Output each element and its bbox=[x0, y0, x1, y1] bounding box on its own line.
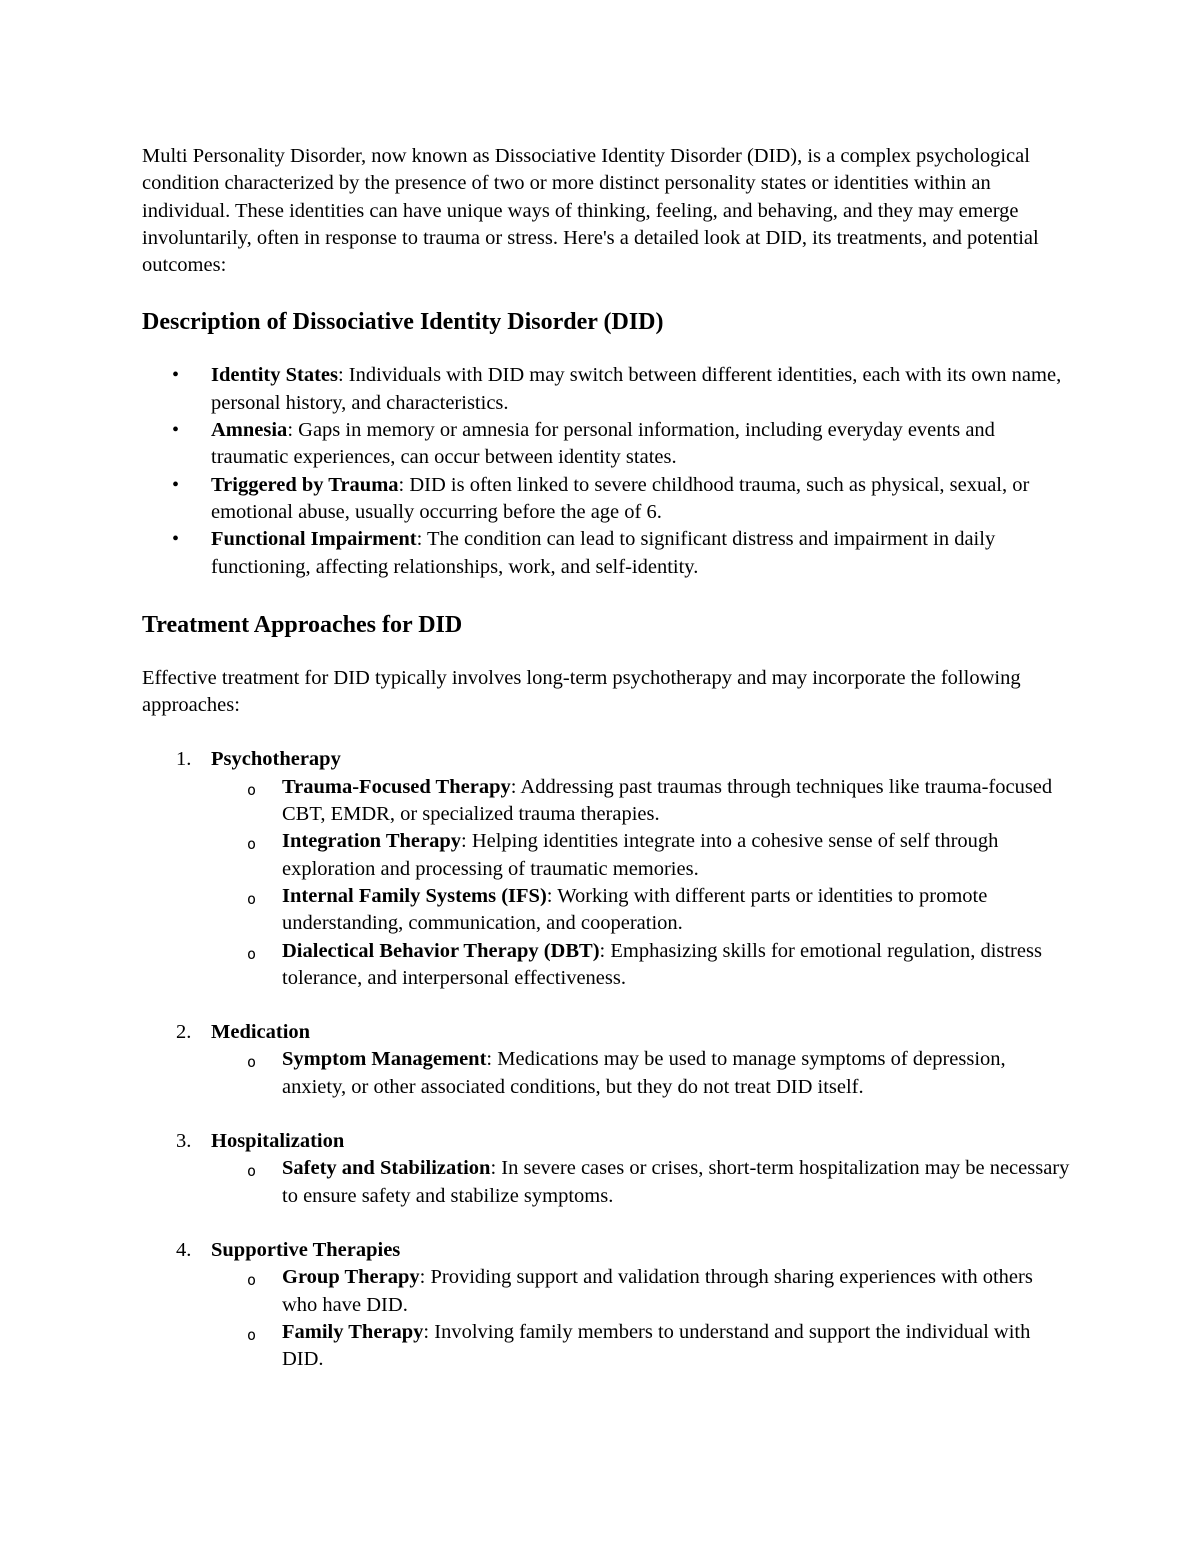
sub-text: : Providing support and validation through sharing experiences with others who have DID. bbox=[282, 1266, 1033, 1316]
list-item bbox=[142, 362, 1072, 417]
treatment-step bbox=[142, 1128, 1072, 1210]
sub-text: : Involving family members to understand and support the individual with DID. bbox=[282, 1320, 1031, 1371]
sub-item bbox=[211, 1155, 1072, 1210]
circle-bullet-icon: o bbox=[247, 1053, 257, 1072]
step-number: 3. bbox=[176, 1130, 192, 1153]
section-heading-treatment: Treatment Approaches for DID bbox=[142, 611, 463, 638]
sub-text: : Helping identities integrate into a cohesive sense of self through exploration and processing of traumatic memories. bbox=[282, 830, 999, 880]
step-title: Hospitalization bbox=[211, 1130, 345, 1153]
treatment-step bbox=[142, 1237, 1072, 1373]
circle-bullet-icon: o bbox=[247, 1162, 257, 1181]
circle-bullet-icon: o bbox=[247, 780, 257, 799]
sub-text: : Working with different parts or identities to promote understanding, communication, and cooperation. bbox=[282, 884, 988, 935]
sub-item bbox=[211, 883, 1072, 938]
step-title: Psychotherapy bbox=[211, 748, 341, 771]
bullet-icon: • bbox=[172, 473, 180, 496]
item-term: Identity States bbox=[211, 364, 338, 387]
treatment-step bbox=[142, 1019, 1072, 1101]
item-text: : Gaps in memory or amnesia for personal information, including everyday events and traumatic experiences, can occur between identity states. bbox=[211, 419, 995, 469]
intro-paragraph: Multi Personality Disorder, now known as Dissociative Identity Disorder (DID), is a complex psychological condition characterized by the presence of two or more distinct personality states or identities within an individual. These identities can have unique ways of thinking, feeling, and behaving, and they may emerge involuntarily, often in response to trauma or stress. Here's a detailed look at DID, its treatments, and potential outcomes: bbox=[142, 145, 1039, 277]
bullet-icon: • bbox=[172, 419, 180, 442]
sub-text: : In severe cases or crises, short-term hospitalization may be necessary to ensure safety and stabilize symptoms. bbox=[282, 1157, 1070, 1207]
step-sub-list bbox=[211, 1264, 1072, 1373]
step-number: 1. bbox=[176, 748, 192, 771]
circle-bullet-icon: o bbox=[247, 889, 257, 908]
treatment-step bbox=[142, 746, 1072, 992]
item-text: : The condition can lead to significant distress and impairment in daily functioning, affecting relationships, work, and self-identity. bbox=[211, 528, 996, 578]
bullet-icon: • bbox=[172, 364, 180, 387]
step-number: 2. bbox=[176, 1021, 192, 1044]
sub-item bbox=[211, 938, 1072, 993]
step-sub-list bbox=[211, 774, 1072, 992]
item-text: : DID is often linked to severe childhood trauma, such as physical, sexual, or emotional abuse, usually occurring before the age of 6. bbox=[211, 473, 1030, 523]
sub-text: : Addressing past traumas through techniques like trauma-focused CBT, EMDR, or specialized trauma therapies. bbox=[282, 775, 1053, 826]
circle-bullet-icon: o bbox=[247, 1271, 257, 1290]
list-item bbox=[142, 417, 1072, 472]
sub-text: : Emphasizing skills for emotional regulation, distress tolerance, and interpersonal effectiveness. bbox=[282, 939, 1042, 989]
treatment-lead-paragraph: Effective treatment for DID typically involves long-term psychotherapy and may incorporate the following approaches: bbox=[142, 666, 1021, 717]
sub-item bbox=[211, 1319, 1072, 1374]
step-number: 4. bbox=[176, 1238, 192, 1261]
item-text: : Individuals with DID may switch between different identities, each with its own name, personal history, and characteristics. bbox=[211, 364, 1062, 414]
section-heading-description: Description of Dissociative Identity Disorder (DID) bbox=[142, 309, 664, 336]
item-term: Functional Impairment bbox=[211, 528, 417, 551]
sub-item bbox=[211, 1046, 1072, 1101]
step-sub-list bbox=[211, 1046, 1072, 1101]
list-item bbox=[142, 526, 1072, 581]
step-sub-list bbox=[211, 1155, 1072, 1210]
sub-item bbox=[211, 774, 1072, 829]
step-title: Supportive Therapies bbox=[211, 1238, 401, 1261]
circle-bullet-icon: o bbox=[247, 835, 257, 854]
sub-term: Internal Family Systems (IFS) bbox=[282, 884, 547, 907]
sub-term: Trauma-Focused Therapy bbox=[282, 775, 511, 798]
item-term: Triggered by Trauma bbox=[211, 473, 399, 496]
sub-term: Dialectical Behavior Therapy (DBT) bbox=[282, 939, 600, 962]
sub-text: : Medications may be used to manage symptoms of depression, anxiety, or other associated conditions, but they do not treat DID itself. bbox=[282, 1048, 1006, 1098]
bullet-icon: • bbox=[172, 528, 180, 551]
sub-term: Family Therapy bbox=[282, 1320, 424, 1343]
list-item bbox=[142, 472, 1072, 527]
item-term: Amnesia bbox=[211, 419, 288, 442]
sub-item bbox=[211, 1264, 1072, 1319]
sub-term: Integration Therapy bbox=[282, 830, 462, 853]
document-page bbox=[142, 143, 1072, 1373]
description-list bbox=[142, 362, 1072, 580]
step-title: Medication bbox=[211, 1021, 311, 1044]
sub-item bbox=[211, 828, 1072, 883]
sub-term: Safety and Stabilization bbox=[282, 1157, 491, 1180]
treatment-steps-list bbox=[142, 746, 1072, 1373]
sub-term: Group Therapy bbox=[282, 1266, 420, 1289]
circle-bullet-icon: o bbox=[247, 944, 257, 963]
sub-term: Symptom Management bbox=[282, 1048, 487, 1071]
circle-bullet-icon: o bbox=[247, 1325, 257, 1344]
